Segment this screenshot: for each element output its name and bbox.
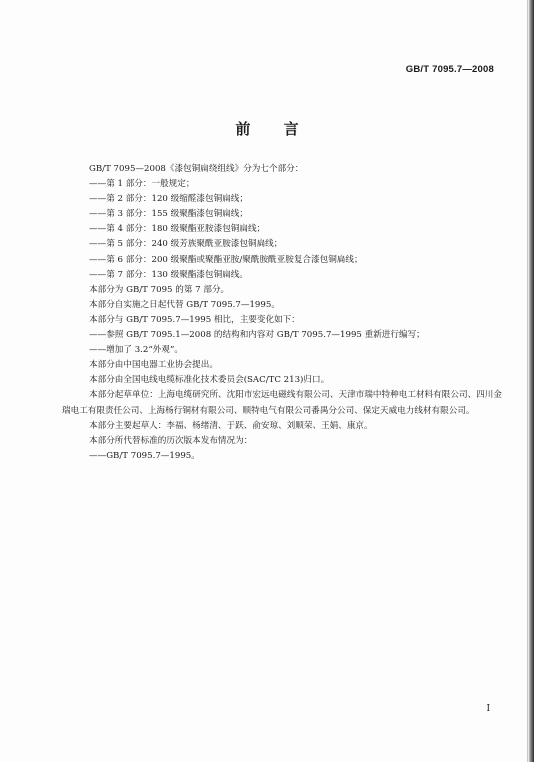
paragraph-intro: GB/T 7095—2008《漆包铜扁绕组线》分为七个部分： — [89, 164, 304, 174]
list-item-history-1: ——GB/T 7095.7—1995。 — [89, 450, 200, 461]
list-item-part-6: ——第 6 部分：200 级聚酯或聚酯亚胺/聚酰胺酰亚胺复合漆包铜扁线； — [89, 254, 363, 265]
list-item-part-5: ——第 5 部分：240 级芳族聚酰亚胺漆包铜扁线； — [89, 239, 283, 250]
list-item-change-1: ——参照 GB/T 7095.1—2008 的结构和内容对 GB/T 7095.7—1995 重新进行编写； — [89, 330, 425, 341]
paragraph-proposed-by: 本部分由中国电器工业协会提出。 — [89, 360, 218, 371]
list-item-part-4: ——第 4 部分：180 级聚酯亚胺漆包铜扁线； — [89, 224, 266, 235]
page-title: 前 言 — [235, 120, 313, 138]
page-number: I — [486, 704, 490, 714]
list-item-part-3: ——第 3 部分：155 级聚酯漆包铜扁线； — [89, 209, 248, 220]
list-item-change-2: ——增加了 3.2“外观”。 — [89, 345, 183, 356]
list-item-part-1: ——第 1 部分：一般规定； — [89, 179, 195, 190]
standard-code-header: GB/T 7095.7—2008 — [405, 64, 494, 75]
scan-edge-shadow — [528, 0, 534, 762]
paragraph-drafters: 本部分主要起草人：李福、杨绪清、于跃、俞安琼、刘顺荣、王娟、康京。 — [89, 420, 373, 431]
foreword-body — [62, 162, 502, 464]
paragraph-centralized-by: 本部分由全国电线电缆标准化技术委员会(SAC/TC 213)归口。 — [89, 375, 330, 386]
paragraph-replaces: 本部分自实施之日起代替 GB/T 7095.7—1995。 — [89, 299, 280, 310]
list-item-part-2: ——第 2 部分：120 级缩醛漆包铜扁线； — [89, 194, 248, 205]
paragraph-changes: 本部分与 GB/T 7095.7—1995 相比，主要变化如下： — [89, 314, 300, 325]
paragraph-drafting-units: 本部分起草单位：上海电缆研究所、沈阳市宏远电磁线有限公司、天津市瑞中特种电工材料有限公司、四川金瑞电工有限责任公司、上海杨行铜材有限公司、顺特电气有限公司番禺分公司、保定天威电力线材有限公司。 — [62, 390, 502, 416]
paragraph-history: 本部分所代替标准的历次版本发布情况为： — [89, 435, 253, 446]
paragraph-part-number: 本部分为 GB/T 7095 的第 7 部分。 — [89, 284, 230, 295]
list-item-part-7: ——第 7 部分：130 级聚酯漆包铜扁线。 — [89, 269, 248, 280]
